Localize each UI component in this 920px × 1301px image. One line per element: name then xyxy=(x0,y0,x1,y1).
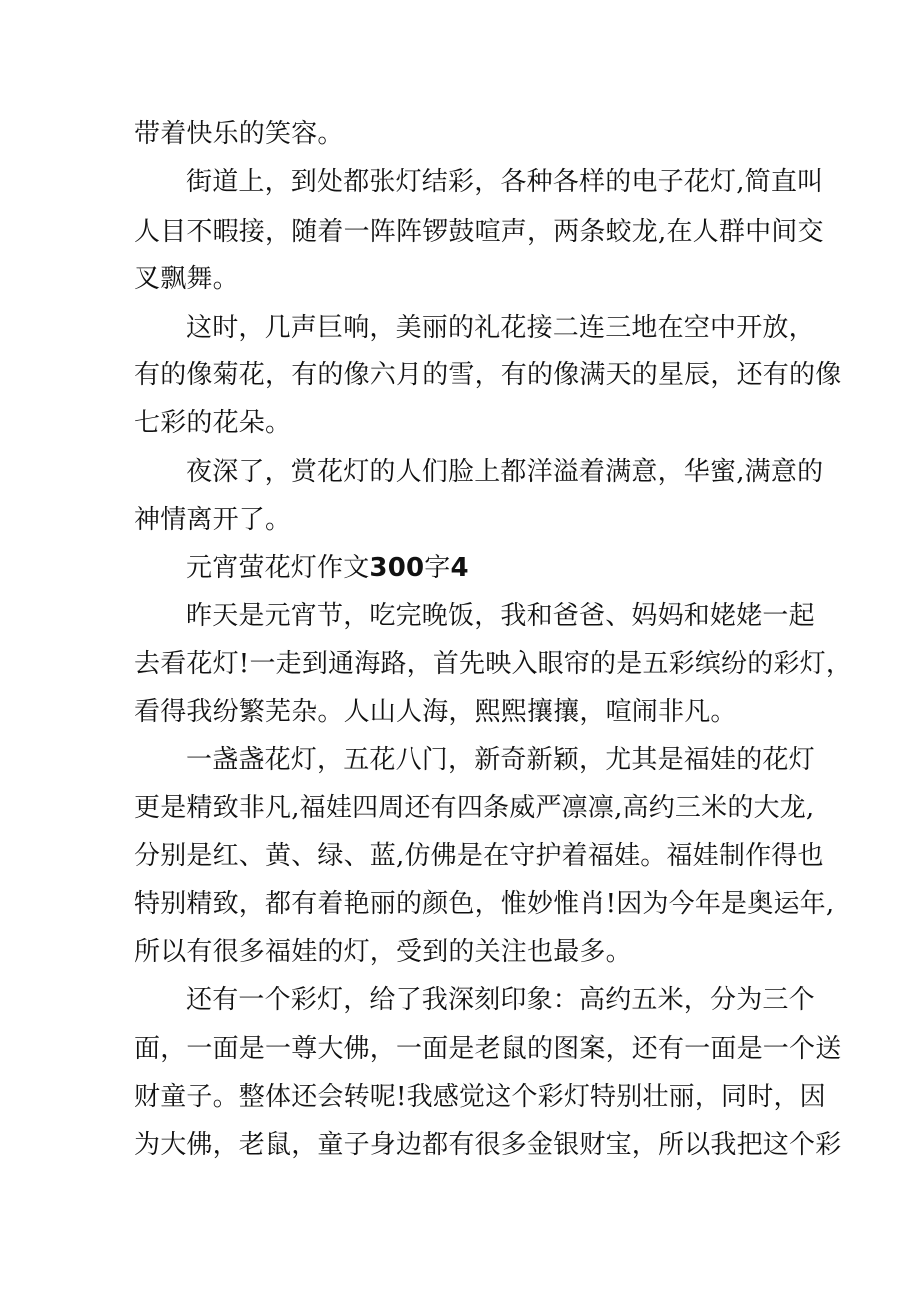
text-line: 神情离开了。 xyxy=(134,505,292,535)
text-line: 去看花灯!一走到通海路，首先映入眼帘的是五彩缤纷的彩灯， xyxy=(134,649,853,679)
text-line: 为大佛，老鼠，童子身边都有很多金银财宝，所以我把这个彩 xyxy=(134,1130,842,1160)
text-line: 更是精致非凡,福娃四周还有四条威严凛凛,高约三米的大龙, xyxy=(134,793,815,823)
text-line: 七彩的花朵。 xyxy=(134,408,292,438)
text-line: 分别是红、黄、绿、蓝,仿佛是在守护着福娃。福娃制作得也 xyxy=(134,841,824,871)
text-line: 面，一面是一尊大佛，一面是老鼠的图案，还有一面是一个送 xyxy=(134,1034,842,1064)
text-line: 财童子。整体还会转呢!我感觉这个彩灯特别壮丽，同时，因 xyxy=(134,1082,826,1112)
heading-suffix: 字 xyxy=(424,553,451,583)
text-line: 叉飘舞。 xyxy=(134,264,239,294)
text-line: 所以有很多福娃的灯，受到的关注也最多。 xyxy=(134,937,632,967)
paragraph-first-line: 还有一个彩灯，给了我深刻印象：高约五米，分为三个 xyxy=(186,985,815,1015)
paragraph-first-line: 街道上，到处都张灯结彩，各种各样的电子花灯,简直叫 xyxy=(186,167,824,197)
section-heading xyxy=(186,551,469,585)
paragraph-first-line: 昨天是元宵节，吃完晚饭，我和爸爸、妈妈和姥姥一起 xyxy=(186,601,815,631)
text-line: 人目不暇接，随着一阵阵锣鼓喧声，两条蛟龙,在人群中间交 xyxy=(134,217,824,247)
text-line: 有的像菊花，有的像六月的雪，有的像满天的星辰，还有的像 xyxy=(134,360,842,390)
text-line: 看得我纷繁芜杂。人山人海，熙熙攘攘，喧闹非凡。 xyxy=(134,697,737,727)
text-line: 特别精致，都有着艳丽的颜色，惟妙惟肖!因为今年是奥运年, xyxy=(134,889,835,919)
paragraph-first-line: 一盏盏花灯，五花八门，新奇新颖，尤其是福娃的花灯 xyxy=(186,745,815,775)
text-line: 带着快乐的笑容。 xyxy=(134,119,344,149)
paragraph-first-line: 夜深了，赏花灯的人们脸上都洋溢着满意，华蜜,满意的 xyxy=(186,457,824,487)
heading-number: 300 xyxy=(369,553,425,583)
heading-index: 4 xyxy=(450,553,469,583)
heading-text: 元宵萤花灯作文 xyxy=(186,553,370,583)
paragraph-first-line: 这时，几声巨响，美丽的礼花接二连三地在空中开放， xyxy=(186,313,815,343)
